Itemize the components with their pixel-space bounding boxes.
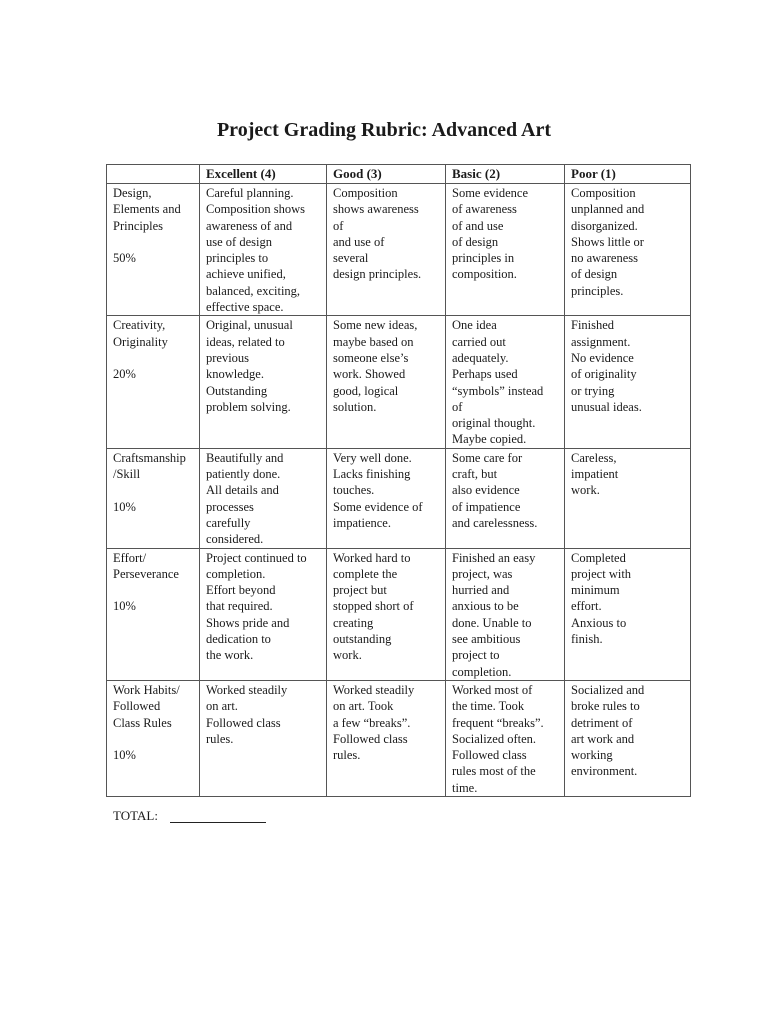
page-title: Project Grading Rubric: Advanced Art xyxy=(216,119,552,141)
table-cell: Worked steadily on art. Took a few “breaks”. Followed class rules. xyxy=(327,680,446,796)
header-cell-blank xyxy=(107,165,200,184)
header-basic: Basic (2) xyxy=(446,165,565,184)
table-cell: Worked most of the time. Took frequent “breaks”. Socialized often. Followed class rules most of the time. xyxy=(446,680,565,796)
total-blank-line xyxy=(170,822,266,823)
rubric-table xyxy=(106,164,691,797)
table-cell: Composition shows awareness of and use of several design principles. xyxy=(327,184,446,316)
table-cell: Finished an easy project, was hurried and anxious to be done. Unable to see ambitious project to completion. xyxy=(446,548,565,680)
table-row xyxy=(107,680,691,796)
table-header-row xyxy=(107,165,691,184)
table-cell: Beautifully and patiently done. All details and processes carefully considered. xyxy=(200,448,327,548)
criterion-cell: Effort/ Perseverance 10% xyxy=(107,548,200,680)
criterion-cell: Work Habits/ Followed Class Rules 10% xyxy=(107,680,200,796)
table-cell: Careful planning. Composition shows awareness of and use of design principles to achieve unified, balanced, exciting, effective space. xyxy=(200,184,327,316)
table-cell: Original, unusual ideas, related to previous knowledge. Outstanding problem solving. xyxy=(200,316,327,448)
table-row xyxy=(107,184,691,316)
criterion-cell: Creativity, Originality 20% xyxy=(107,316,200,448)
table-cell: Some evidence of awareness of and use of design principles in composition. xyxy=(446,184,565,316)
table-row xyxy=(107,316,691,448)
header-good: Good (3) xyxy=(327,165,446,184)
table-cell: Worked steadily on art. Followed class rules. xyxy=(200,680,327,796)
table-cell: Some new ideas, maybe based on someone else’s work. Showed good, logical solution. xyxy=(327,316,446,448)
table-row xyxy=(107,448,691,548)
header-excellent: Excellent (4) xyxy=(200,165,327,184)
table-cell: Completed project with minimum effort. Anxious to finish. xyxy=(565,548,691,680)
table-row xyxy=(107,548,691,680)
table-cell: Some care for craft, but also evidence of impatience and carelessness. xyxy=(446,448,565,548)
criterion-cell: Design, Elements and Principles 50% xyxy=(107,184,200,316)
table-cell: Careless, impatient work. xyxy=(565,448,691,548)
table-cell: Composition unplanned and disorganized. Shows little or no awareness of design principles. xyxy=(565,184,691,316)
table-cell: Socialized and broke rules to detriment of art work and working environment. xyxy=(565,680,691,796)
total-label: TOTAL: xyxy=(113,808,158,823)
header-poor: Poor (1) xyxy=(565,165,691,184)
criterion-cell: Craftsmanship /Skill 10% xyxy=(107,448,200,548)
table-cell: Project continued to completion. Effort beyond that required. Shows pride and dedication to the work. xyxy=(200,548,327,680)
table-cell: Very well done. Lacks finishing touches. Some evidence of impatience. xyxy=(327,448,446,548)
table-cell: One idea carried out adequately. Perhaps used “symbols” instead of original thought. Maybe copied. xyxy=(446,316,565,448)
table-cell: Worked hard to complete the project but stopped short of creating outstanding work. xyxy=(327,548,446,680)
table-cell: Finished assignment. No evidence of originality or trying unusual ideas. xyxy=(565,316,691,448)
